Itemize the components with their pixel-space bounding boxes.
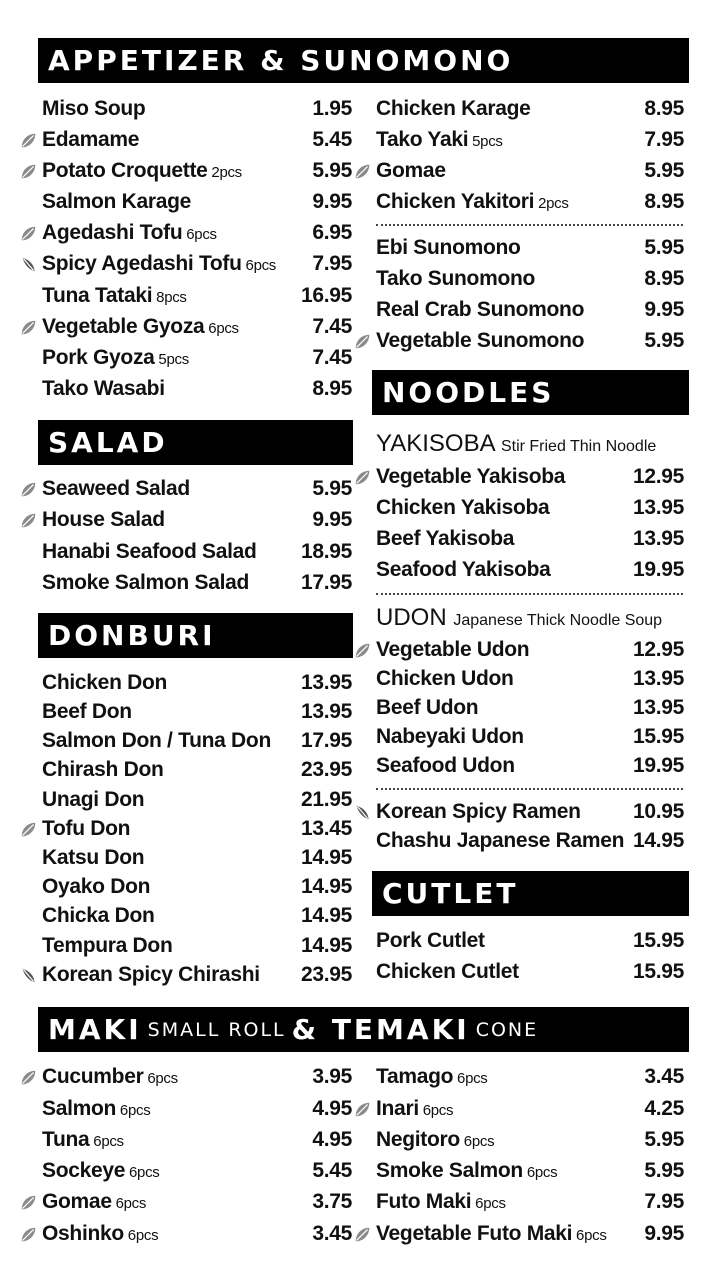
menu-item	[42, 539, 352, 565]
menu-item	[376, 557, 684, 583]
item-name	[42, 817, 130, 841]
item-price: 13.95	[300, 700, 352, 723]
item-name	[376, 1222, 607, 1246]
menu-item	[42, 507, 352, 533]
item-name-text: Tempura Don	[42, 934, 173, 957]
item-price: 4.25	[644, 1097, 684, 1120]
menu-item	[42, 220, 352, 246]
item-piece-count: 6pcs	[459, 1133, 495, 1150]
item-name	[42, 346, 189, 370]
menu-item	[376, 724, 684, 750]
item-price: 14.95	[300, 846, 352, 869]
item-name-text: Potato Croquette	[42, 159, 208, 182]
item-price: 15.95	[632, 725, 684, 748]
salad-header	[38, 420, 353, 465]
item-name-text: Miso Soup	[42, 97, 146, 120]
item-price: 16.95	[300, 284, 352, 307]
item-name-text: Salmon Karage	[42, 190, 191, 213]
item-piece-count: 6pcs	[418, 1102, 454, 1119]
leaf-icon	[354, 1226, 371, 1243]
item-price: 8.95	[644, 97, 684, 120]
item-name-text: Tamago	[376, 1065, 454, 1088]
item-price: 9.95	[312, 508, 352, 531]
item-name	[42, 221, 217, 245]
item-name	[42, 571, 249, 595]
leaf-icon	[354, 1101, 371, 1118]
leaf-icon	[354, 333, 371, 350]
item-piece-count: 2pcs	[534, 195, 569, 212]
menu-item	[376, 1221, 684, 1247]
udon-desc: Japanese Thick Noodle Soup	[453, 612, 663, 629]
maki-title-main: MAKI	[48, 1013, 142, 1046]
item-name	[42, 963, 260, 987]
item-name-text: House Salad	[42, 508, 165, 531]
item-price: 13.45	[300, 817, 352, 840]
yakisoba-label: YAKISOBA	[376, 430, 495, 457]
item-name-text: Vegetable Yakisoba	[376, 465, 566, 488]
item-piece-count: 6pcs	[143, 1070, 178, 1087]
item-piece-count: 6pcs	[241, 257, 277, 274]
item-price: 7.95	[644, 1190, 684, 1213]
item-name-text: Tofu Don	[42, 817, 131, 840]
item-name	[42, 1128, 124, 1152]
item-price: 13.95	[632, 696, 684, 719]
item-price: 7.95	[644, 128, 684, 151]
noodles-title: NOODLES	[382, 376, 555, 409]
item-price: 8.95	[644, 267, 684, 290]
item-name-text: Beef Udon	[376, 696, 479, 719]
item-piece-count: 5pcs	[468, 133, 503, 150]
item-name	[376, 159, 446, 183]
item-name-text: Tuna	[42, 1128, 90, 1151]
menu-item	[376, 235, 684, 261]
item-name	[42, 729, 271, 753]
item-price: 15.95	[632, 960, 684, 983]
item-price: 12.95	[632, 638, 684, 661]
item-name-text: Seaweed Salad	[42, 477, 190, 500]
item-price: 17.95	[300, 729, 352, 752]
udon-label: UDON	[376, 604, 447, 631]
item-name	[42, 284, 187, 308]
item-name-text: Katsu Don	[42, 846, 145, 869]
leaf-icon	[20, 512, 37, 529]
item-name	[376, 1159, 557, 1183]
item-name	[42, 1065, 178, 1089]
item-price: 9.95	[312, 190, 352, 213]
item-name	[376, 829, 624, 853]
item-name-text: Tako Sunomono	[376, 267, 536, 290]
item-price: 5.95	[312, 159, 352, 182]
item-name-text: Pork Gyoza	[42, 346, 155, 369]
item-price: 9.95	[644, 1222, 684, 1245]
item-name-text: Tako Wasabi	[42, 377, 165, 400]
chili-icon	[20, 256, 37, 273]
menu-item	[42, 345, 352, 371]
item-name-text: Smoke Salmon Salad	[42, 571, 250, 594]
item-name	[42, 315, 239, 339]
cutlet-title: CUTLET	[382, 877, 519, 910]
item-name	[42, 477, 190, 501]
item-piece-count: 2pcs	[207, 164, 242, 181]
item-name-text: Beef Yakisoba	[376, 527, 515, 550]
salad-title: SALAD	[48, 426, 168, 459]
item-name	[42, 1097, 150, 1121]
menu-item	[376, 637, 684, 663]
item-piece-count: 6pcs	[471, 1195, 506, 1212]
item-piece-count: 6pcs	[453, 1070, 488, 1087]
item-price: 14.95	[300, 904, 352, 927]
item-name	[42, 508, 165, 532]
menu-item	[376, 666, 684, 692]
item-name	[376, 190, 569, 214]
menu-item	[376, 464, 684, 490]
item-price: 3.45	[644, 1065, 684, 1088]
item-price: 13.95	[632, 527, 684, 550]
menu-item	[376, 328, 684, 354]
item-price: 12.95	[632, 465, 684, 488]
maki-header	[38, 1007, 689, 1052]
item-name-text: Real Crab Sunomono	[376, 298, 585, 321]
udon-divider	[376, 788, 683, 790]
item-price: 23.95	[300, 963, 352, 986]
item-price: 18.95	[300, 540, 352, 563]
item-name	[42, 700, 132, 724]
leaf-icon	[354, 163, 371, 180]
item-name-text: Chicken Yakitori	[376, 190, 535, 213]
item-name-text: Tuna Tataki	[42, 284, 153, 307]
menu-item	[42, 816, 352, 842]
item-name	[376, 754, 515, 778]
item-price: 5.95	[644, 1128, 684, 1151]
item-name-text: Vegetable Udon	[376, 638, 530, 661]
chili-icon	[354, 804, 371, 821]
item-name	[42, 252, 276, 276]
menu-item	[376, 1096, 684, 1122]
item-piece-count: 6pcs	[522, 1164, 558, 1181]
item-name-text: Unagi Don	[42, 788, 145, 811]
leaf-icon	[20, 319, 37, 336]
item-piece-count: 6pcs	[204, 320, 239, 337]
menu-item	[42, 1221, 352, 1247]
item-price: 5.45	[312, 1159, 352, 1182]
item-price: 3.75	[312, 1190, 352, 1213]
item-price: 3.95	[312, 1065, 352, 1088]
item-name	[376, 496, 549, 520]
item-name	[376, 696, 478, 720]
item-name-text: Gomae	[42, 1190, 112, 1213]
item-piece-count: 6pcs	[182, 226, 217, 243]
item-price: 6.95	[312, 221, 352, 244]
temaki-title-sub: CONE	[475, 1018, 539, 1041]
item-name-text: Gomae	[376, 159, 446, 182]
menu-item	[376, 1064, 684, 1090]
item-price: 10.95	[632, 800, 684, 823]
menu-item	[376, 1158, 684, 1184]
item-name-text: Oshinko	[42, 1222, 124, 1245]
item-name	[42, 758, 164, 782]
item-name-text: Chashu Japanese Ramen	[376, 829, 625, 852]
item-name-text: Chicken Cutlet	[376, 960, 519, 983]
item-price: 7.45	[312, 315, 352, 338]
item-name	[376, 128, 503, 152]
temaki-title-main: & TEMAKI	[291, 1013, 470, 1046]
item-name-text: Ebi Sunomono	[376, 236, 521, 259]
menu-item	[42, 962, 352, 988]
leaf-icon	[20, 1194, 37, 1211]
item-price: 1.95	[312, 97, 352, 120]
item-price: 5.95	[644, 329, 684, 352]
yakisoba-divider	[376, 593, 683, 595]
item-price: 23.95	[300, 758, 352, 781]
cutlet-header	[372, 871, 689, 916]
item-name-text: Chicken Yakisoba	[376, 496, 550, 519]
menu-item	[42, 376, 352, 402]
item-name-text: Chirash Don	[42, 758, 164, 781]
menu-item	[42, 1096, 352, 1122]
menu-item	[42, 127, 352, 153]
item-name-text: Beef Don	[42, 700, 132, 723]
item-name	[376, 97, 531, 121]
item-price: 17.95	[300, 571, 352, 594]
menu-item	[42, 283, 352, 309]
item-name-text: Nabeyaki Udon	[376, 725, 524, 748]
menu-item	[42, 189, 352, 215]
item-name	[42, 540, 257, 564]
menu-item	[42, 728, 352, 754]
menu-item	[42, 845, 352, 871]
menu-item	[376, 1189, 684, 1215]
menu-item	[42, 570, 352, 596]
item-name	[376, 298, 584, 322]
item-name-text: Smoke Salmon	[376, 1159, 523, 1182]
menu-item	[42, 158, 352, 184]
item-name-text: Futo Maki	[376, 1190, 472, 1213]
item-name	[42, 97, 145, 121]
item-name-text: Chicken Udon	[376, 667, 514, 690]
item-name-text: Hanabi Seafood Salad	[42, 540, 257, 563]
menu-item	[376, 828, 684, 854]
menu-item	[42, 699, 352, 725]
item-name	[376, 800, 581, 824]
item-name	[42, 846, 144, 870]
leaf-icon	[20, 821, 37, 838]
item-name	[376, 1128, 494, 1152]
item-name	[376, 527, 514, 551]
item-price: 13.95	[632, 496, 684, 519]
menu-item	[42, 787, 352, 813]
item-price: 5.95	[312, 477, 352, 500]
item-name-text: Vegetable Gyoza	[42, 315, 205, 338]
item-name	[42, 788, 144, 812]
menu-item	[376, 1127, 684, 1153]
item-name-text: Oyako Don	[42, 875, 151, 898]
item-piece-count: 5pcs	[154, 351, 189, 368]
item-name	[376, 667, 514, 691]
udon-subheading	[376, 604, 662, 632]
menu-item	[42, 903, 352, 929]
menu-item	[42, 933, 352, 959]
item-piece-count: 6pcs	[125, 1164, 160, 1181]
item-name	[376, 1097, 453, 1121]
item-name	[42, 1159, 160, 1183]
item-price: 5.95	[644, 1159, 684, 1182]
item-name	[42, 934, 172, 958]
menu-item	[376, 266, 684, 292]
leaf-icon	[20, 1069, 37, 1086]
appetizer-header	[38, 38, 689, 83]
item-name	[376, 558, 551, 582]
item-name-text: Seafood Yakisoba	[376, 558, 551, 581]
item-name	[376, 960, 519, 984]
menu-item	[376, 928, 684, 954]
item-name	[42, 159, 242, 183]
menu-item	[376, 753, 684, 779]
item-piece-count: 6pcs	[111, 1195, 147, 1212]
maki-title-sub: SMALL ROLL	[147, 1018, 286, 1041]
item-name-text: Vegetable Futo Maki	[376, 1222, 573, 1245]
item-name-text: Cucumber	[42, 1065, 144, 1088]
leaf-icon	[20, 481, 37, 498]
item-price: 21.95	[300, 788, 352, 811]
menu-item	[376, 495, 684, 521]
menu-item	[42, 757, 352, 783]
appetizer-title: APPETIZER & SUNOMONO	[48, 44, 514, 77]
item-name	[42, 128, 139, 152]
item-name	[376, 1190, 506, 1214]
item-piece-count: 6pcs	[572, 1227, 607, 1244]
chili-icon	[20, 967, 37, 984]
item-price: 5.45	[312, 128, 352, 151]
leaf-icon	[20, 132, 37, 149]
menu-item	[376, 127, 684, 153]
item-name	[376, 1065, 488, 1089]
item-name-text: Sockeye	[42, 1159, 126, 1182]
menu-item	[376, 526, 684, 552]
item-price: 3.45	[312, 1222, 352, 1245]
item-price: 4.95	[312, 1097, 352, 1120]
menu-item	[42, 1127, 352, 1153]
menu-item	[42, 476, 352, 502]
item-name	[42, 1190, 146, 1214]
menu-item	[376, 189, 684, 215]
yakisoba-desc: Stir Fried Thin Noodle	[500, 438, 657, 455]
item-price: 13.95	[632, 667, 684, 690]
item-name-text: Agedashi Tofu	[42, 221, 183, 244]
item-name	[42, 1222, 158, 1246]
item-name	[42, 904, 155, 928]
item-name	[42, 377, 165, 401]
leaf-icon	[354, 642, 371, 659]
item-price: 19.95	[632, 754, 684, 777]
item-name-text: Korean Spicy Chirashi	[42, 963, 260, 986]
item-name-text: Inari	[376, 1097, 419, 1120]
menu-item	[42, 96, 352, 122]
item-price: 7.95	[312, 252, 352, 275]
item-name-text: Chicken Don	[42, 671, 168, 694]
menu-item	[376, 297, 684, 323]
menu-item	[42, 1189, 352, 1215]
item-piece-count: 8pcs	[152, 289, 187, 306]
item-price: 8.95	[312, 377, 352, 400]
menu-item	[42, 1064, 352, 1090]
item-name-text: Korean Spicy Ramen	[376, 800, 581, 823]
donburi-header	[38, 613, 353, 658]
menu-item	[376, 959, 684, 985]
item-name	[376, 929, 485, 953]
item-piece-count: 6pcs	[123, 1227, 159, 1244]
item-name-text: Chicka Don	[42, 904, 155, 927]
item-name-text: Edamame	[42, 128, 140, 151]
item-name-text: Salmon	[42, 1097, 117, 1120]
item-piece-count: 6pcs	[89, 1133, 124, 1150]
item-price: 5.95	[644, 236, 684, 259]
menu-item	[42, 1158, 352, 1184]
donburi-title: DONBURI	[48, 619, 216, 652]
item-price: 9.95	[644, 298, 684, 321]
item-name	[42, 875, 150, 899]
item-name-text: Spicy Agedashi Tofu	[42, 252, 242, 275]
item-price: 19.95	[632, 558, 684, 581]
menu-item	[42, 874, 352, 900]
item-price: 4.95	[312, 1128, 352, 1151]
item-name	[376, 267, 535, 291]
leaf-icon	[354, 469, 371, 486]
item-price: 5.95	[644, 159, 684, 182]
item-name-text: Vegetable Sunomono	[376, 329, 585, 352]
item-name-text: Tako Yaki	[376, 128, 469, 151]
menu-item	[376, 158, 684, 184]
item-price: 14.95	[300, 934, 352, 957]
menu-item	[42, 251, 352, 277]
item-name	[376, 329, 584, 353]
item-piece-count: 6pcs	[116, 1102, 151, 1119]
item-price: 14.95	[300, 875, 352, 898]
leaf-icon	[20, 1226, 37, 1243]
leaf-icon	[20, 225, 37, 242]
item-name-text: Negitoro	[376, 1128, 460, 1151]
yakisoba-subheading	[376, 430, 656, 458]
item-name	[376, 638, 529, 662]
item-name	[376, 465, 565, 489]
item-name-text: Salmon Don / Tuna Don	[42, 729, 271, 752]
item-name	[376, 236, 521, 260]
item-name-text: Seafood Udon	[376, 754, 515, 777]
item-name-text: Chicken Karage	[376, 97, 531, 120]
item-name	[376, 725, 524, 749]
item-name	[42, 190, 191, 214]
menu-item	[376, 799, 684, 825]
item-price: 15.95	[632, 929, 684, 952]
item-name	[42, 671, 167, 695]
item-price: 8.95	[644, 190, 684, 213]
item-price: 7.45	[312, 346, 352, 369]
item-price: 13.95	[300, 671, 352, 694]
menu-item	[376, 695, 684, 721]
menu-item	[42, 670, 352, 696]
leaf-icon	[20, 163, 37, 180]
appetizer-divider	[376, 224, 683, 226]
menu-item	[42, 314, 352, 340]
menu-item	[376, 96, 684, 122]
item-price: 14.95	[632, 829, 684, 852]
noodles-header	[372, 370, 689, 415]
item-name-text: Pork Cutlet	[376, 929, 485, 952]
